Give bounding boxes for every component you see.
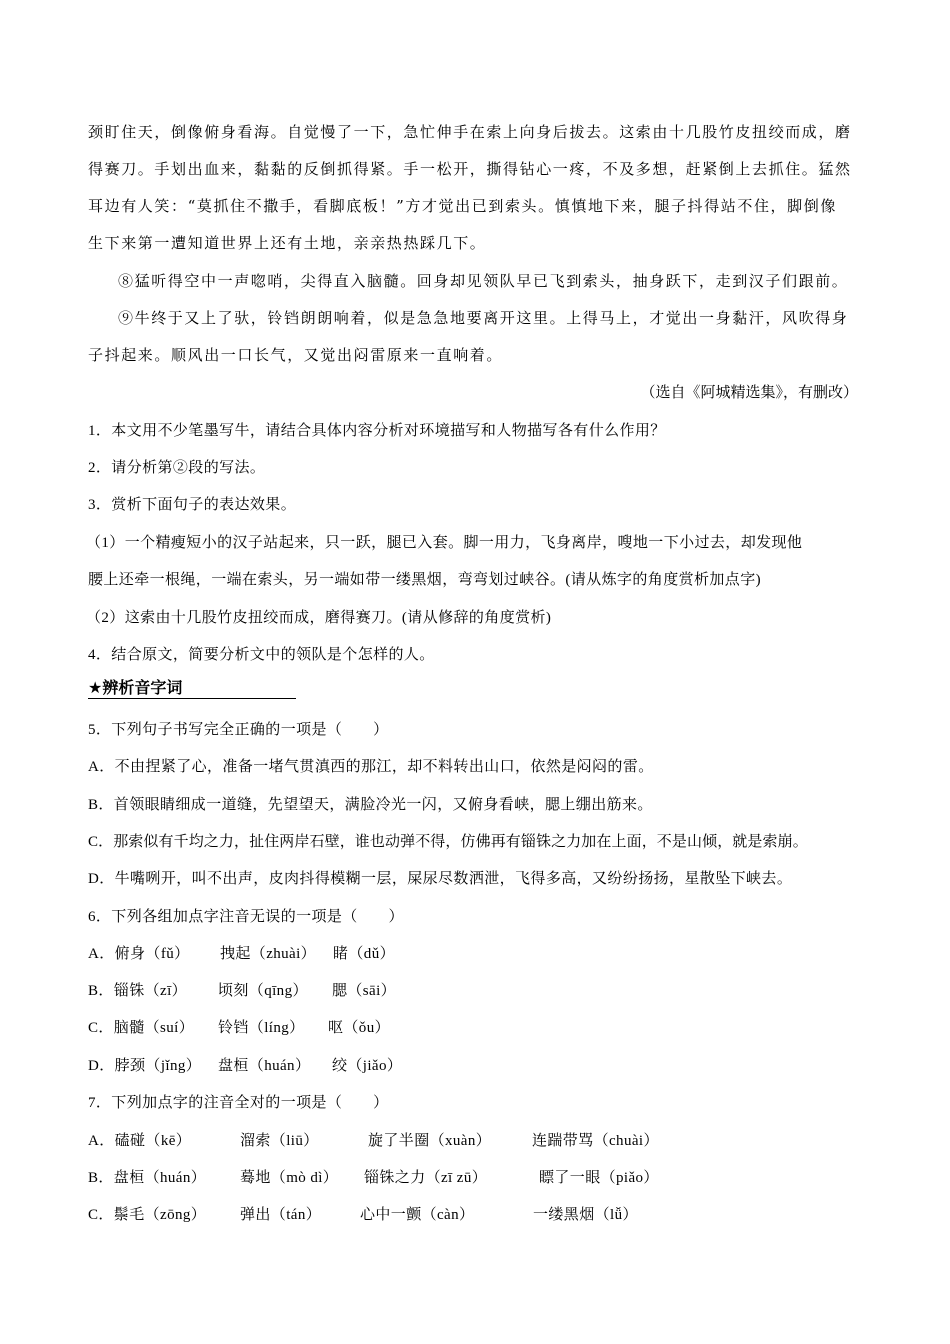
section-heading: ★辨析音字词 (88, 678, 296, 699)
question-7-option-a (88, 1131, 659, 1151)
q6-c-item2: 铃铛（líng） (218, 1020, 305, 1036)
passage-source: （选自《阿城精选集》，有删改） (640, 385, 858, 401)
q7-b-item3: 锱铢之力（zī zū） (364, 1170, 488, 1186)
q7-c-item4: 一缕黑烟（lǚ） (533, 1207, 638, 1223)
passage-p9-line2: 子抖起来。顺风出一口长气，又觉出闷雷原来一直响着。 (88, 346, 504, 364)
passage-p7-line1: 颈盯住天，倒像俯身看海。自觉慢了一下，急忙伸手在索上向身后拔去。这索由十几股竹皮扭绞而成，磨 (88, 123, 852, 141)
q6-b-item1: B．锱铢（zī） (88, 983, 188, 999)
question-7-option-c (88, 1205, 638, 1225)
q7-c-item2: 弹出（tán） (240, 1207, 322, 1223)
question-5-option-d: D．牛嘴咧开，叫不出声，皮肉抖得模糊一层，屎尿尽数洒泄，飞得多高，又纷纷扬扬，星散坠下峡去。 (88, 871, 793, 887)
q7-a-item3: 旋了半圈（xuàn） (368, 1133, 492, 1149)
passage-p8: ⑧猛听得空中一声唿哨，尖得直入脑髓。回身却见领队早已飞到索头，抽身跃下，走到汉子们跟前。 (118, 272, 849, 290)
question-6-option-d (88, 1056, 402, 1076)
q6-b-item3: 腮（sāi） (332, 983, 397, 999)
q7-a-item2: 溜索（liū） (240, 1133, 319, 1149)
question-3: 3．赏析下面句子的表达效果。 (88, 497, 297, 513)
question-2: 2．请分析第②段的写法。 (88, 460, 266, 476)
question-4: 4．结合原文，简要分析文中的领队是个怎样的人。 (88, 647, 435, 663)
q6-c-item1: C．脑髓（suí） (88, 1020, 195, 1036)
question-3-2: （2）这索由十几股竹皮扭绞而成，磨得赛刀。(请从修辞的角度赏析) (86, 610, 552, 626)
passage-p7-line2: 得赛刀。手划出血来，黏黏的反倒抓得紧。手一松开，撕得钻心一疼，不及多想，赶紧倒上去抓住。猛然 (88, 160, 852, 178)
question-7-option-b (88, 1168, 659, 1188)
q6-d-item2: 盘桓（huán） (218, 1058, 311, 1074)
question-6-option-c (88, 1018, 390, 1038)
question-1: 1．本文用不少笔墨写牛，请结合具体内容分析对环境描写和人物描写各有什么作用？ (88, 423, 666, 439)
q7-b-item4: 瞟了一眼（piǎo） (539, 1170, 659, 1186)
question-6-option-a (88, 944, 395, 964)
q6-c-item3: 呕（ǒu） (328, 1020, 391, 1036)
q7-a-item4: 连踹带骂（chuài） (532, 1133, 659, 1149)
question-7-stem: 7．下列加点字的注音全对的一项是（ ） (88, 1095, 389, 1111)
q7-a-item1: A．磕碰（kē） (88, 1133, 192, 1149)
passage-p7-line4: 生下来第一遭知道世界上还有土地，亲亲热热踩几下。 (88, 234, 487, 252)
q6-a-item2: 拽起（zhuài） (220, 946, 317, 962)
q7-c-item3: 心中一颤（càn） (360, 1207, 475, 1223)
passage-p7-line3: 耳边有人笑：“莫抓住不撒手，看脚底板！”方才觉出已到索头。慎慎地下来，腿子抖得站不住，脚倒像 (88, 197, 837, 215)
question-3-1-line2: 腰上还牵一根绳，一端在索头，另一端如带一缕黑烟，弯弯划过峡谷。(请从炼字的角度赏析加点字) (88, 572, 761, 588)
q6-a-item1: A．俯身（fǔ） (88, 946, 190, 962)
question-6-stem: 6．下列各组加点字注音无误的一项是（ ） (88, 909, 404, 925)
q6-a-item3: 睹（dǔ） (333, 946, 396, 962)
passage-p9-line1: ⑨牛终于又上了驮，铃铛朗朗响着，似是急急地要离开这里。上得马上，才觉出一身黏汗，风吹得身 (118, 309, 849, 327)
q6-d-item1: D．脖颈（jǐng） (88, 1058, 202, 1074)
q7-b-item1: B．盘桓（huán） (88, 1170, 207, 1186)
question-5-stem: 5．下列句子书写完全正确的一项是（ ） (88, 722, 389, 738)
q6-b-item2: 顷刻（qīng） (218, 983, 308, 999)
question-3-1-line1: （1）一个精瘦短小的汉子站起来，只一跃，腿已入套。脚一用力，飞身离岸，嗖地一下小过去，却发现他 (86, 535, 803, 551)
q7-b-item2: 蓦地（mò dì） (240, 1170, 339, 1186)
q7-c-item1: C．鬃毛（zōng） (88, 1207, 207, 1223)
question-5-option-c: C．那索似有千均之力，扯住两岸石壁，谁也动弹不得，仿佛再有锱铢之力加在上面，不是山倾，就是索崩。 (88, 834, 808, 850)
question-6-option-b (88, 981, 396, 1001)
question-5-option-a: A．不由捏紧了心，准备一堵气贯滇西的那江，却不料转出山口，依然是闷闷的雷。 (88, 759, 654, 775)
q6-d-item3: 绞（jiǎo） (332, 1058, 403, 1074)
question-5-option-b: B．首领眼睛细成一道缝，先望望天，满脸冷光一闪，又俯身看峡，腮上绷出筋来。 (88, 797, 653, 813)
